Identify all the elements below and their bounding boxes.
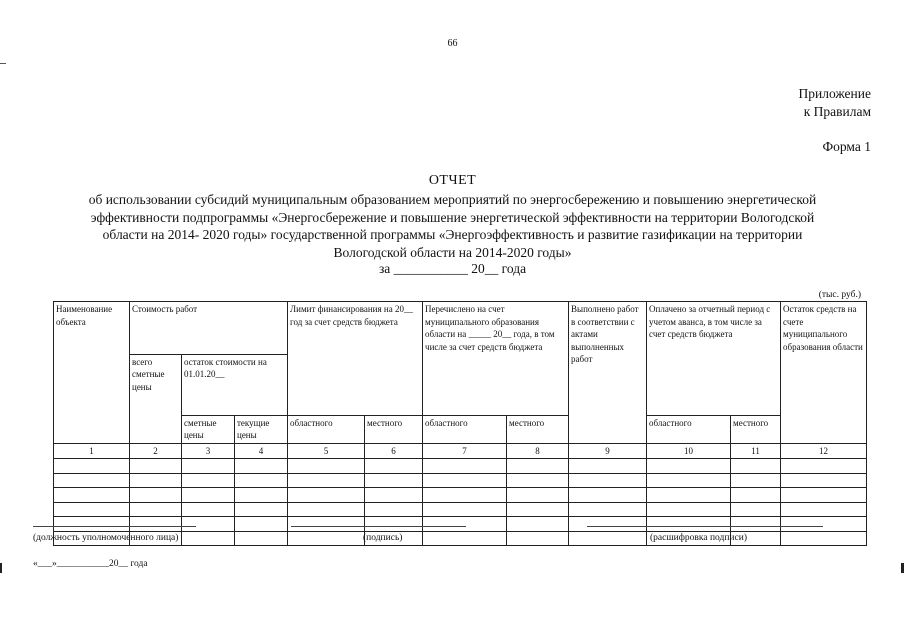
table-cell xyxy=(507,473,569,488)
table-cell xyxy=(423,488,507,503)
table-cell xyxy=(507,517,569,532)
subtitle-line: эффективности подпрограммы «Энергосбережение и повышение энергетической эффективности на территории Вологодской xyxy=(90,209,815,225)
report-title: ОТЧЕТ xyxy=(428,173,477,188)
appendix-label: Приложение xyxy=(798,86,871,101)
table-cell xyxy=(569,517,647,532)
table-cell xyxy=(647,459,731,474)
table-cell xyxy=(647,473,731,488)
signature-decoding-label: (расшифровка подписи) xyxy=(650,533,747,543)
table-cell xyxy=(365,488,423,503)
table-cell xyxy=(569,488,647,503)
table-cell xyxy=(423,459,507,474)
page-number: 66 xyxy=(447,38,458,49)
table-cell xyxy=(182,502,235,517)
table-cell xyxy=(781,502,867,517)
table-cell xyxy=(182,531,235,546)
header-transferred: Перечислено на счет муниципального образования области на _____ 20__ года, в том числе за счет средств бюджета xyxy=(423,302,569,355)
column-number: 2 xyxy=(130,443,182,459)
header-balance: Остаток средств на счете муниципального образования области xyxy=(781,302,867,444)
header-estimate-prices: сметные цены xyxy=(182,415,235,443)
table-cell xyxy=(781,459,867,474)
subtitle-line: области на 2014- 2020 годы» государственной программы «Энергоэффективность и развитие газификации на территории xyxy=(102,227,803,242)
report-table xyxy=(53,301,867,546)
table-cell xyxy=(130,517,182,532)
column-number: 12 xyxy=(781,443,867,459)
signature-line xyxy=(291,526,466,527)
table-cell xyxy=(54,517,130,532)
header-limit-local: местного xyxy=(365,415,423,443)
table-cell xyxy=(365,459,423,474)
table-row xyxy=(54,502,867,517)
header-remaining-cost: остаток стоимости на 01.01.20__ xyxy=(182,354,288,415)
column-number: 1 xyxy=(54,443,130,459)
header-funding-limit: Лимит финансирования на 20__ год за счет средств бюджета xyxy=(288,302,423,355)
table-cell xyxy=(569,531,647,546)
column-number: 8 xyxy=(507,443,569,459)
report-subtitle xyxy=(20,191,885,261)
table-row xyxy=(54,459,867,474)
table-cell xyxy=(731,473,781,488)
position-label: (должность уполномоченного лица) xyxy=(33,533,179,543)
table-cell xyxy=(731,459,781,474)
column-number: 9 xyxy=(569,443,647,459)
table-cell xyxy=(731,502,781,517)
table-cell xyxy=(647,502,731,517)
table-cell xyxy=(54,473,130,488)
table-cell xyxy=(781,517,867,532)
table-cell xyxy=(731,517,781,532)
header-transferred-cont xyxy=(423,354,569,415)
units-label: (тыс. руб.) xyxy=(818,290,861,300)
table-cell xyxy=(130,459,182,474)
signature-decoding-line xyxy=(587,526,823,527)
table-cell xyxy=(130,473,182,488)
table-cell xyxy=(507,502,569,517)
table-header-row xyxy=(54,302,867,355)
column-number: 3 xyxy=(182,443,235,459)
header-transferred-regional: областного xyxy=(423,415,507,443)
table-cell xyxy=(365,473,423,488)
table-cell xyxy=(288,502,365,517)
table-header-row xyxy=(54,354,867,415)
header-current-prices: текущие цены xyxy=(235,415,288,443)
table-cell xyxy=(182,517,235,532)
header-funding-limit-cont xyxy=(288,354,423,415)
table-cell xyxy=(569,502,647,517)
header-paid: Оплачено за отчетный период с учетом аванса, в том числе за счет средств бюджета xyxy=(647,302,781,355)
table-cell xyxy=(130,488,182,503)
table-cell xyxy=(182,459,235,474)
header-limit-regional: областного xyxy=(288,415,365,443)
header-transferred-local: местного xyxy=(507,415,569,443)
table-cell xyxy=(365,517,423,532)
subtitle-line: Вологодской области на 2014-2020 годы» xyxy=(333,244,572,260)
header-paid-cont xyxy=(647,354,781,415)
table-cell xyxy=(781,473,867,488)
table-cell xyxy=(288,531,365,546)
table-cell xyxy=(569,473,647,488)
table-cell xyxy=(507,531,569,546)
table-cell xyxy=(54,502,130,517)
table-cell xyxy=(182,473,235,488)
report-period: за ___________ 20__ года xyxy=(378,261,527,276)
binding-mark-right xyxy=(901,563,904,573)
table-cell xyxy=(54,459,130,474)
table-cell xyxy=(423,473,507,488)
table-row xyxy=(54,488,867,503)
column-number: 4 xyxy=(235,443,288,459)
position-signature-line xyxy=(33,526,196,527)
subtitle-line: об использовании субсидий муниципальным образованием мероприятий по энергосбережению и повышению энергетической xyxy=(88,192,817,207)
header-paid-regional: областного xyxy=(647,415,731,443)
table-cell xyxy=(235,517,288,532)
binding-mark-left xyxy=(0,563,2,573)
table-cell xyxy=(781,488,867,503)
table-cell xyxy=(647,517,731,532)
table-cell xyxy=(365,502,423,517)
margin-mark xyxy=(0,63,6,64)
table-cell xyxy=(288,517,365,532)
column-number: 11 xyxy=(731,443,781,459)
table-cell xyxy=(507,488,569,503)
table-row xyxy=(54,517,867,532)
table-cell xyxy=(130,502,182,517)
table-row xyxy=(54,473,867,488)
column-number-row xyxy=(54,443,867,459)
header-completed-works: Выполнено работ в соответствии с актами выполненных работ xyxy=(569,302,647,444)
table-cell xyxy=(235,488,288,503)
table-cell xyxy=(781,531,867,546)
table-cell xyxy=(235,459,288,474)
table-cell xyxy=(423,531,507,546)
table-cell xyxy=(423,502,507,517)
table-cell xyxy=(647,488,731,503)
table-cell xyxy=(423,517,507,532)
table-cell xyxy=(235,473,288,488)
column-number: 7 xyxy=(423,443,507,459)
header-work-cost: Стоимость работ xyxy=(130,302,288,355)
table-cell xyxy=(731,488,781,503)
table-cell xyxy=(507,459,569,474)
table-cell xyxy=(54,488,130,503)
column-number: 6 xyxy=(365,443,423,459)
table-cell xyxy=(235,502,288,517)
form-label: Форма 1 xyxy=(822,139,871,154)
table-cell xyxy=(288,459,365,474)
header-paid-local: местного xyxy=(731,415,781,443)
table-cell xyxy=(288,488,365,503)
table-cell xyxy=(569,459,647,474)
column-number: 10 xyxy=(647,443,731,459)
header-total-estimate: всего сметные цены xyxy=(130,354,182,443)
table-cell xyxy=(182,488,235,503)
signature-date: «___»___________20__ года xyxy=(33,559,148,569)
header-object-name: Наименование объекта xyxy=(54,302,130,444)
column-number: 5 xyxy=(288,443,365,459)
table-cell xyxy=(235,531,288,546)
appendix-rules-label: к Правилам xyxy=(803,104,871,119)
table-cell xyxy=(288,473,365,488)
signature-label: (подпись) xyxy=(363,533,403,543)
